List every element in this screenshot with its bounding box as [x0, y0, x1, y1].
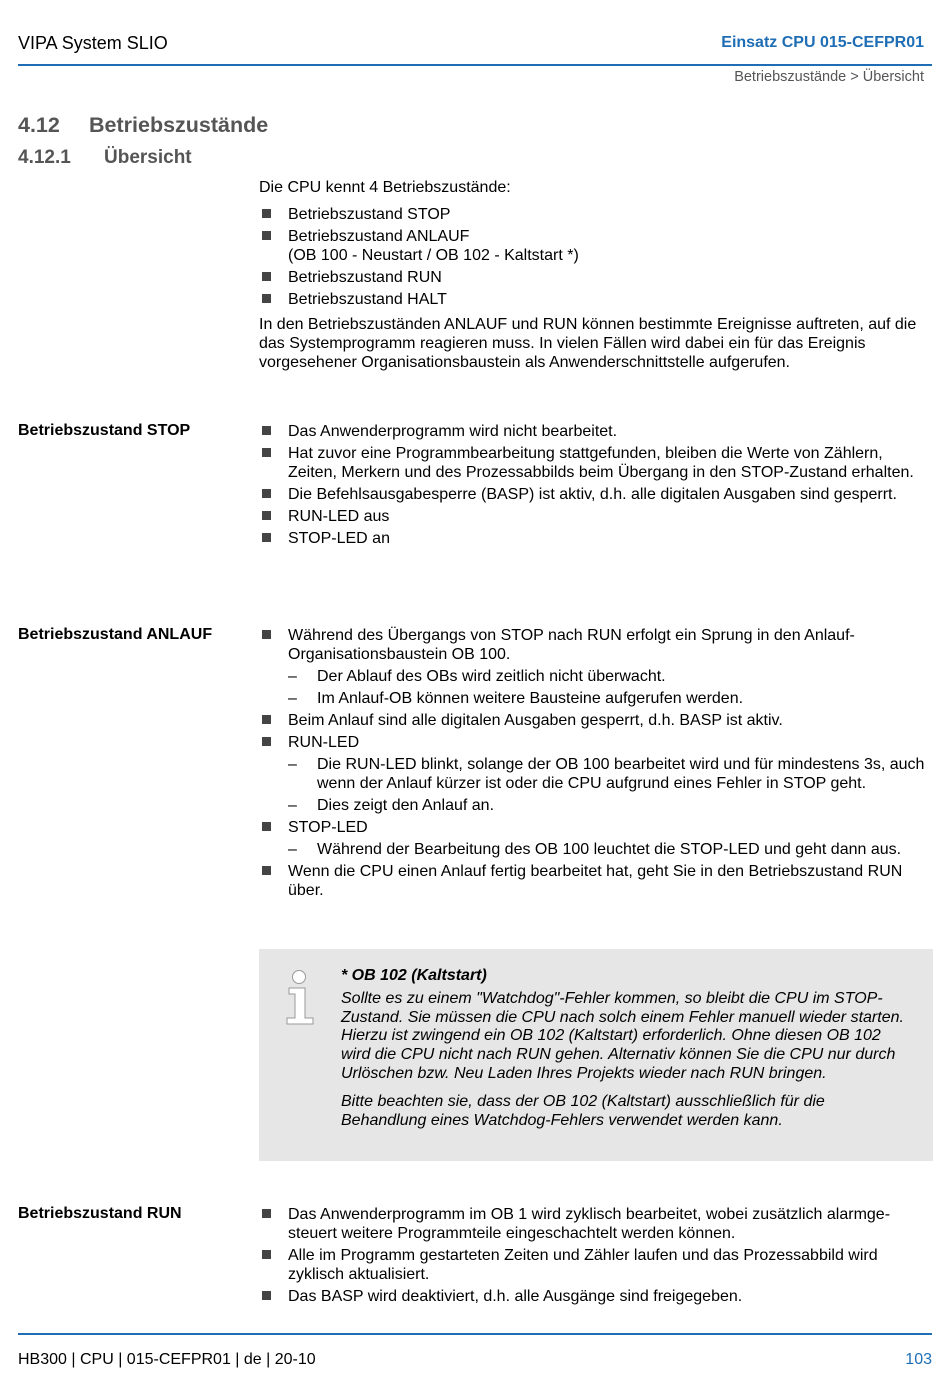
intro-block	[259, 178, 935, 380]
run-block	[259, 1205, 935, 1309]
sub-list	[288, 840, 935, 859]
run-label: Betriebszustand RUN	[18, 1205, 182, 1222]
breadcrumb: Betriebszustände > Übersicht	[734, 69, 924, 85]
header-chapter: Einsatz CPU 015-CEFPR01	[721, 34, 924, 51]
sub-list-item: – Im Anlauf-OB können weitere Bausteine aufgerufen werden.	[288, 690, 744, 707]
dash-marker: –	[288, 756, 297, 773]
list-item: RUN-LED aus	[259, 507, 935, 526]
page-number: 103	[905, 1351, 932, 1368]
list-item: Betriebszustand ANLAUF	[259, 227, 935, 246]
list-item: Beim Anlauf sind alle digitalen Ausgaben gesperrt, d.h. BASP ist aktiv.	[259, 711, 935, 730]
note-paragraph: Bitte beachten sie, dass der OB 102 (Kaltstart) ausschließlich für die Behandlung eines Watchdog-Fehlers verwendet werden kann.	[341, 1092, 825, 1129]
footer-doc-info: HB300 | CPU | 015-CEFPR01 | de | 20-10	[18, 1351, 316, 1368]
dash-marker: –	[288, 668, 297, 685]
section-heading	[18, 113, 268, 138]
sub-list	[288, 755, 935, 815]
list-item	[259, 818, 935, 859]
list-item: Das Anwenderprogramm wird nicht bearbeitet.	[259, 422, 935, 441]
header-product: VIPA System SLIO	[18, 33, 168, 53]
note-text	[341, 967, 911, 1139]
dash-marker: –	[288, 841, 297, 858]
anlauf-block	[259, 626, 935, 903]
list-item: Das BASP wird deaktiviert, d.h. alle Ausgänge sind freigegeben.	[259, 1287, 935, 1306]
intro-paragraph: In den Betriebszuständen ANLAUF und RUN können bestimmte Ereignisse auftreten, auf die das Systemprogramm reagieren muss. In vielen Fällen wird dabei ein für das Ereignis vorgesehener Organisationsbaustein als Anwenderschnittstelle aufgerufen.	[259, 316, 917, 371]
sub-list-item: – Dies zeigt den Anlauf an.	[288, 797, 495, 814]
intro-text: Die CPU kennt 4 Betriebszustände:	[259, 179, 511, 196]
header-rule	[18, 64, 932, 66]
footer-rule	[18, 1333, 932, 1335]
list-item: Betriebszustand RUN	[259, 268, 935, 287]
list-item: Wenn die CPU einen Anlauf fertig bearbeitet hat, geht Sie in den Betriebszustand RUN über.	[259, 862, 935, 900]
intro-list	[259, 205, 935, 309]
dash-marker: –	[288, 690, 297, 707]
sub-list-item: – Die RUN-LED blinkt, solange der OB 100 bearbeitet wird und für mindestens 3s, auch wenn der Anlauf kürzer ist oder die CPU aufgrund eines Fehler in STOP geht.	[288, 756, 925, 792]
stop-label: Betriebszustand STOP	[18, 422, 191, 439]
info-icon	[285, 969, 317, 1025]
anlauf-label: Betriebszustand ANLAUF	[18, 626, 213, 643]
list-item: Alle im Programm gestarteten Zeiten und Zähler laufen und das Prozessabbild wird zyklisch aktualisiert.	[259, 1246, 935, 1284]
list-item	[259, 733, 935, 815]
section-title: Betriebszustände	[89, 113, 269, 137]
list-item-text: STOP-LED	[288, 819, 368, 836]
sub-list-item: – Während der Bearbeitung des OB 100 leuchtet die STOP-LED und geht dann aus.	[288, 841, 902, 858]
list-item: Betriebszustand HALT	[259, 290, 935, 309]
list-item: Das Anwenderprogramm im OB 1 wird zyklisch bearbeitet, wobei zusätzlich alarmge-steuert weitere Programmteile eingeschachtelt werden können.	[259, 1205, 935, 1243]
list-item: STOP-LED an	[259, 529, 935, 548]
sub-list-item: – Der Ablauf des OBs wird zeitlich nicht überwacht.	[288, 668, 666, 685]
subsection-number: 4.12.1	[18, 147, 71, 168]
section-number: 4.12	[18, 113, 60, 137]
list-item	[259, 626, 935, 708]
note-box	[259, 949, 933, 1161]
list-item: Hat zuvor eine Programmbearbeitung stattgefunden, bleiben die Werte von Zählern, Zeiten, Merkern und des Prozessabbilds beim Übergang in den STOP-Zustand erhalten.	[259, 444, 935, 482]
subsection-heading	[18, 147, 192, 169]
list-item: Die Befehlsausgabesperre (BASP) ist aktiv, d.h. alle digitalen Ausgaben sind gesperrt.	[259, 485, 935, 504]
list-item-text: Während des Übergangs von STOP nach RUN erfolgt ein Sprung in den Anlauf-Organisationsbaustein OB 100.	[288, 627, 855, 663]
note-paragraph: Sollte es zu einem "Watchdog"-Fehler kommen, so bleibt die CPU im STOP-Zustand. Sie müssen die CPU nach solch einem Fehler manuell wieder starten. Hierzu ist zwingend ein OB 102 (Kaltstart) erforderlich. Ohne diesen OB 102 wird die CPU nicht nach RUN gehen. Alternativ können Sie die CPU nur durch Urlöschen bzw. Neu Laden Ihres Projekts wieder nach RUN bringen.	[341, 989, 904, 1082]
note-title: * OB 102 (Kaltstart)	[341, 967, 487, 984]
dash-marker: –	[288, 797, 297, 814]
run-list	[259, 1205, 935, 1306]
anlauf-list	[259, 626, 935, 900]
stop-list	[259, 422, 935, 548]
subsection-title: Übersicht	[104, 147, 192, 168]
stop-block	[259, 422, 935, 551]
list-item-text: RUN-LED	[288, 734, 360, 751]
list-item-continuation: (OB 100 - Neustart / OB 102 - Kaltstart *)	[288, 247, 579, 264]
sub-list	[288, 667, 935, 708]
list-item: Betriebszustand STOP	[259, 205, 935, 224]
